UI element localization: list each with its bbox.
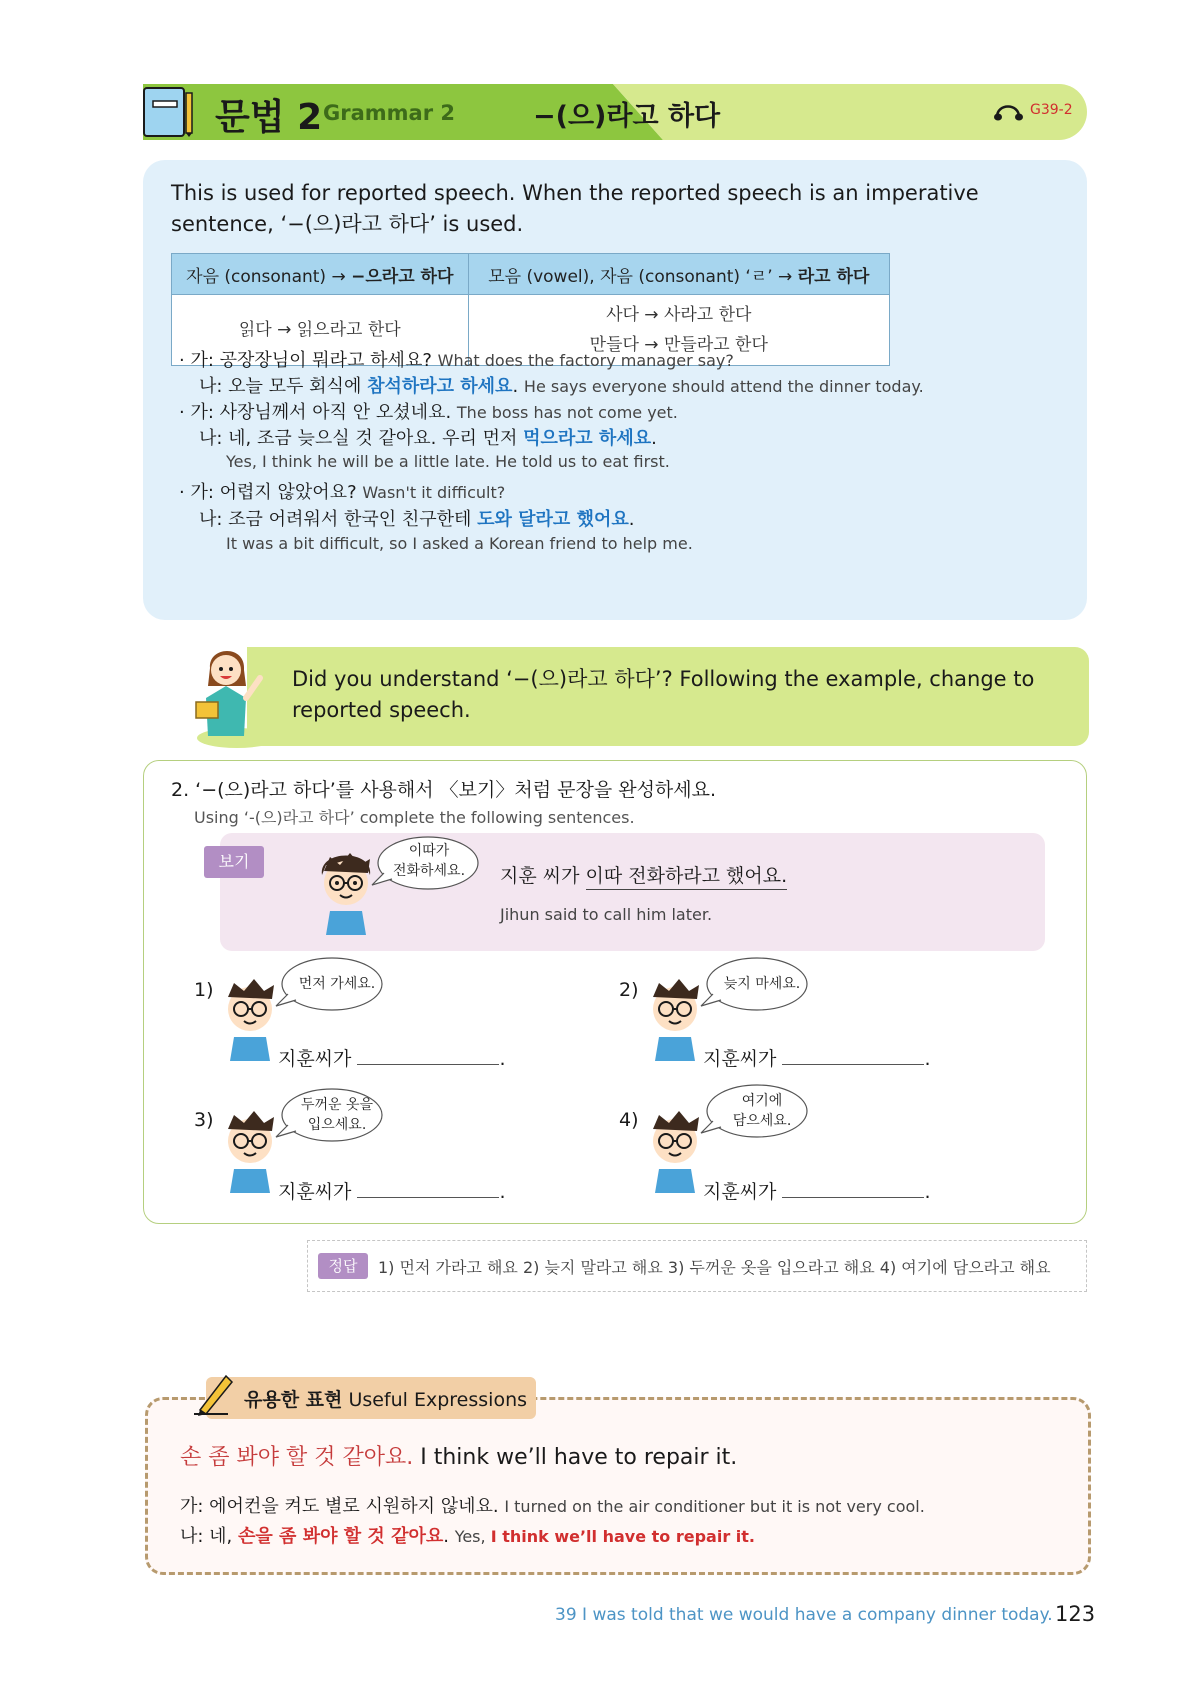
item-1-number: 1) [194,979,214,1001]
useful-line-2: 나: 네, 손을 좀 봐야 할 것 같아요. Yes, I think we’ll have to repair it. [180,1526,755,1547]
grammar-label: Grammar 2 [323,101,455,125]
item-4-bubble-line2: 담으세요. [732,1113,792,1129]
item-2-number: 2) [619,979,639,1001]
sample-english: Jihun said to call him later. [500,905,713,924]
table-cell-vowel: 사다 → 사라고 한다 만들다 → 만들라고 한다 [468,295,889,366]
example-1-b: 나: 오늘 모두 회식에 참석하라고 하세요. He says everyone should attend the dinner today. [199,376,924,397]
grammar-intro: This is used for reported speech. When the reported speech is an imperative sentence, ‘−(으)라고 하다’ is used. [171,181,979,236]
table-header-vowel: 모음 (vowel), 자음 (consonant) ‘ㄹ’ → 라고 하다 [468,254,889,295]
audio-track-button[interactable] [993,99,1073,121]
sample-bubble-line2: 전화하세요. [392,863,466,879]
useful-main: 손 좀 봐야 할 것 같아요. I think we’ll have to repair it. [180,1445,738,1470]
grammar-number: 문법 2 [215,97,323,138]
sample-tag: 보기 [204,846,264,878]
grammar-title: −(으)라고 하다 [533,101,721,132]
example-3-translation: It was a bit difficult, so I asked a Korean friend to help me. [226,534,693,553]
item-3-answer-line[interactable]: 지훈씨가 . [278,1181,506,1203]
item-2-bubble-text: 늦지 마세요. [723,976,801,992]
useful-line-1: 가: 에어컨을 켜도 별로 시원하지 않네요. I turned on the air conditioner but it is not very cool. [180,1496,925,1517]
item-1-bubble-text: 먼저 가세요. [298,976,376,992]
example-3-a: · 가: 어렵지 않았어요? Wasn't it difficult? [179,482,506,503]
useful-expressions-box [145,1397,1091,1575]
understand-text: Did you understand ‘−(으)라고 하다’? Following the example, change to reported speech. [292,667,1035,722]
sample-box [220,833,1045,951]
item-4-blank[interactable] [782,1179,924,1198]
book-icon [143,87,195,137]
item-4-answer-line[interactable]: 지훈씨가 . [703,1181,931,1203]
answer-key [307,1240,1087,1292]
item-4-bubble-line1: 여기에 [741,1093,783,1109]
exercise-box [143,760,1087,1224]
headphones-icon [993,99,1027,121]
example-2-b: 나: 네, 조금 늦으실 것 같아요. 우리 먼저 먹으라고 하세요. [199,428,657,449]
example-3-b: 나: 조금 어려워서 한국인 친구한테 도와 달라고 했어요. [199,509,635,530]
teacher-illustration [182,640,278,750]
page-number: 123 [1055,1602,1096,1626]
item-3-number: 3) [194,1109,214,1131]
sample-bubble-line1: 이따가 [408,843,450,859]
understand-banner [247,647,1089,746]
chapter-footer: 39 I was told that we would have a company dinner today. [555,1605,1053,1625]
example-1-a: · 가: 공장장님이 뭐라고 하세요? What does the factory manager say? [179,350,734,371]
table-cell-consonant: 읽다 → 읽으라고 한다 [172,295,469,366]
grammar-header [143,84,1087,140]
table-header-consonant: 자음 (consonant) → −으라고 하다 [172,254,469,295]
grammar-explanation-box [143,160,1087,620]
example-2-translation: Yes, I think he will be a little late. He told us to eat first. [226,452,670,471]
answer-text: 1) 먼저 가라고 해요 2) 늦지 말라고 해요 3) 두꺼운 옷을 입으라고 해요 4) 여기에 담으라고 해요 [378,1258,1051,1277]
audio-track-label: G39-2 [1030,102,1073,118]
item-3-bubble-line1: 두꺼운 옷을 [300,1097,374,1113]
exercise-question: 2. ‘−(으)라고 하다’를 사용해서 〈보기〉처럼 문장을 완성하세요. [171,779,717,801]
exercise-subtitle: Using ‘-(으)라고 하다’ complete the following sentences. [194,808,635,827]
item-2-blank[interactable] [782,1046,924,1065]
useful-tab-label: 유용한 표현 Useful Expressions [244,1389,528,1411]
example-2-a: · 가: 사장님께서 아직 안 오셨네요. The boss has not come yet. [179,402,678,423]
item-4-number: 4) [619,1109,639,1131]
pencil-icon [190,1370,236,1418]
sample-korean: 지훈 씨가 이따 전화하라고 했어요. [500,861,787,888]
item-3-blank[interactable] [357,1179,499,1198]
item-2-answer-line[interactable]: 지훈씨가 . [703,1048,931,1070]
useful-expressions-tab [206,1377,536,1419]
item-1-answer-line[interactable]: 지훈씨가 . [278,1048,506,1070]
item-1-blank[interactable] [357,1046,499,1065]
item-3-bubble-line2: 입으세요. [307,1117,367,1133]
answer-tag: 정답 [318,1253,368,1279]
